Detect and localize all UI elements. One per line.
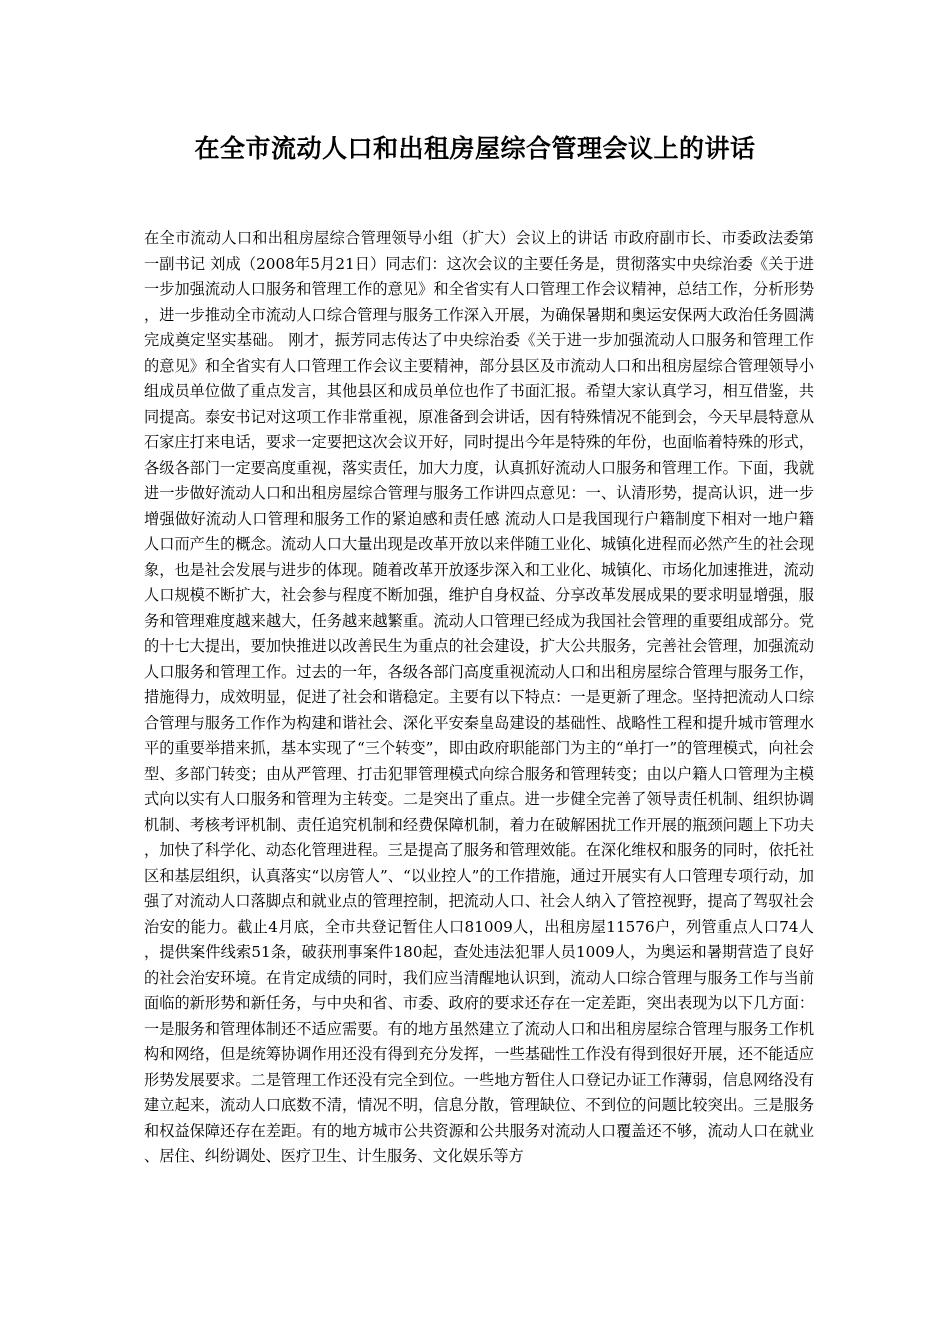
document-body-text: 在全市流动人口和出租房屋综合管理领导小组（扩大）会议上的讲话 市政府副市长、市委政法委第一副书记 刘成（2008年5月21日）同志们：这次会议的主要任务是，贯彻落实中央综治委《关于进一步加强流动人口服务和管理工作的意见》和全省实有人口管理工作会议精神，总结工作，分析形势，进一步推动全市流动人口综合管理与服务工作深入开展，为确保暑期和奥运安保两大政治任务圆满完成奠定坚实基础。 刚才，振芳同志传达了中央综治委《关于进一步加强流动人口服务和管理工作的意见》和全省实有人口管理工作会议主要精神，部分县区及市流动人口和出租房屋综合管理领导小组成员单位做了重点发言，其他县区和成员单位也作了书面汇报。希望大家认真学习，相互借鉴，共同提高。泰安书记对这项工作非常重视，原准备到会讲话，因有特殊情况不能到会，今天早晨特意从石家庄打来电话，要求一定要把这次会议开好，同时提出今年是特殊的年份，也面临着特殊的形式，各级各部门一定要高度重视，落实责任，加大力度，认真抓好流动人口服务和管理工作。下面，我就进一步做好流动人口和出租房屋综合管理与服务工作讲四点意见：一、认清形势，提高认识，进一步增强做好流动人口管理和服务工作的紧迫感和责任感 流动人口是我国现行户籍制度下相对一地户籍人口而产生的概念。流动人口大量出现是改革开放以来伴随工业化、城镇化进程而必然产生的社会现象，也是社会发展与进步的体现。随着改革开放逐步深入和工业化、城镇化、市场化加速推进，流动人口规模不断扩大，社会参与程度不断加强，维护自身权益、分享改革发展成果的要求明显增强，服务和管理难度越来越大，任务越来越繁重。流动人口管理已经成为我国社会管理的重要组成部分。党的十七大提出，要加快推进以改善民生为重点的社会建设，扩大公共服务，完善社会管理，加强流动人口服务和管理工作。过去的一年，各级各部门高度重视流动人口和出租房屋综合管理与服务工作，措施得力，成效明显，促进了社会和谐稳定。主要有以下特点：一是更新了理念。坚持把流动人口综合管理与服务工作作为构建和谐社会、深化平安秦皇岛建设的基础性、战略性工程和提升城市管理水平的重要举措来抓，基本实现了“三个转变”，即由政府职能部门为主的“单打一”的管理模式，向社会型、多部门转变；由从严管理、打击犯罪管理模式向综合服务和管理转变；由以户籍人口管理为主模式向以实有人口服务和管理为主转变。二是突出了重点。进一步健全完善了领导责任机制、组织协调机制、考核考评机制、责任追究机制和经费保障机制，着力在破解困扰工作开展的瓶颈问题上下功夫，加快了科学化、动态化管理进程。三是提高了服务和管理效能。在深化维权和服务的同时，依托社区和基层组织，认真落实“以房管人”、“以业控人”的工作措施，通过开展实有人口管理专项行动，加强了对流动人口落脚点和就业点的管理控制，把流动人口、社会人纳入了管控视野，提高了驾驭社会治安的能力。截止4月底，全市共登记暂住人口81009人，出租房屋11576户，列管重点人口74人，提供案件线索51条，破获刑事案件180起，查处违法犯罪人员1009人，为奥运和暑期营造了良好的社会治安环境。在肯定成绩的同时，我们应当清醒地认识到，流动人口综合管理与服务工作与当前面临的新形势和新任务，与中央和省、市委、政府的要求还存在一定差距，突出表现为以下几方面：一是服务和管理体制还不适应需要。有的地方虽然建立了流动人口和出租房屋综合管理与服务工作机构和网络，但是统筹协调作用还没有得到充分发挥，一些基础性工作没有得到很好开展，还不能适应形势发展要求。二是管理工作还没有完全到位。一些地方暂住人口登记办证工作薄弱，信息网络没有建立起来，流动人口底数不清，情况不明，信息分散，管理缺位、不到位的问题比较突出。三是服务和权益保障还存在差距。有的地方城市公共资源和公共服务对流动人口覆盖还不够，流动人口在就业、居住、纠纷调处、医疗卫生、计生服务、文化娱乐等方 (144, 229, 814, 1165)
document-title: 在全市流动人口和出租房屋综合管理会议上的讲话 (194, 134, 756, 163)
